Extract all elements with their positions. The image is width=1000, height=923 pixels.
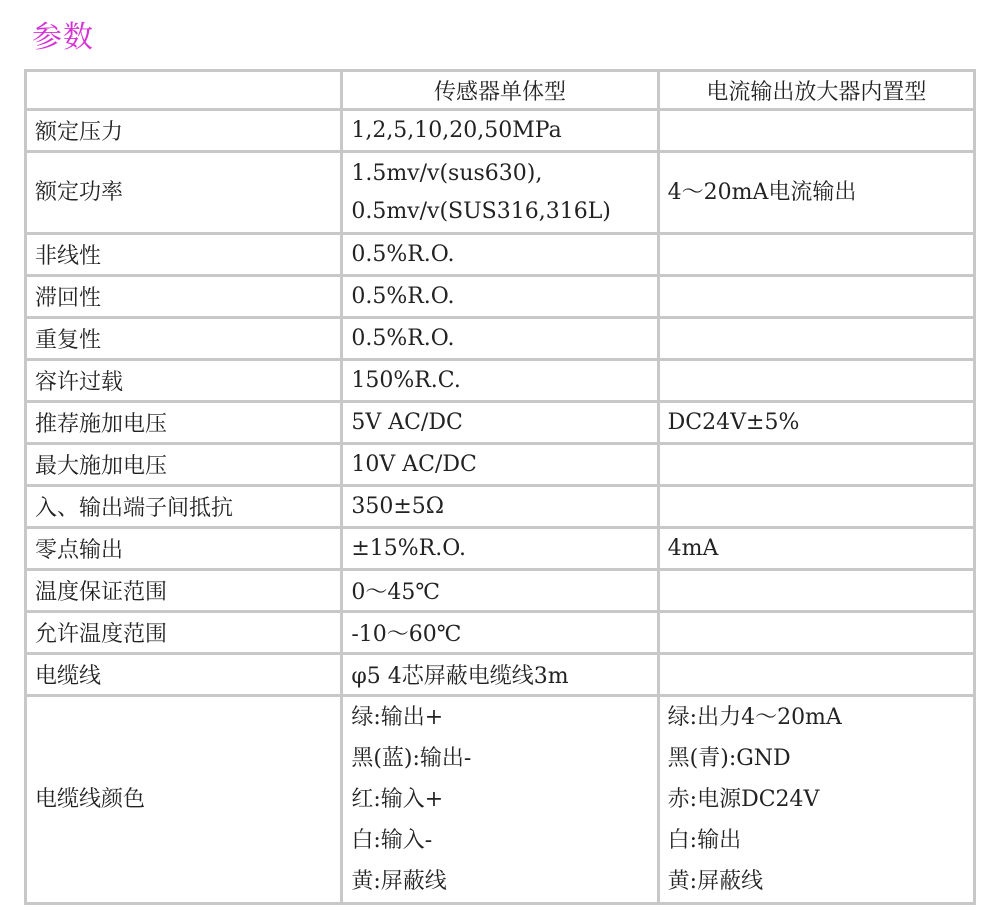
row-label-cell: 允许温度范围 (26, 612, 342, 654)
sensor-value-cell (342, 152, 658, 234)
sensor-value-cell (342, 528, 658, 570)
row-label-cell: 容许过载 (26, 360, 342, 402)
value-line: 白:输出 (667, 828, 742, 853)
value-line: -10～60℃ (351, 622, 462, 647)
header-cell-sensor: 传感器单体型 (342, 71, 658, 110)
value-line: 1.5mv/v(sus630), (351, 160, 543, 186)
value-line: 黄:屏蔽线 (351, 869, 447, 894)
value-line: 0～45℃ (351, 580, 440, 605)
value-line: 1,2,5,10,20,50MPa (351, 118, 562, 143)
value-line: 绿:出力4～20mA (667, 705, 842, 730)
value-line: 4mA (667, 536, 719, 561)
sensor-value-cell (342, 318, 658, 360)
amplifier-value-cell (658, 486, 974, 528)
table-row (26, 234, 975, 276)
table-row (26, 318, 975, 360)
table-row (26, 444, 975, 486)
row-label-cell: 电缆线 (26, 654, 342, 696)
value-line: ±15%R.O. (351, 536, 466, 561)
row-label-cell: 入、输出端子间抵抗 (26, 486, 342, 528)
spec-table-body (26, 71, 975, 904)
amplifier-value-cell (658, 276, 974, 318)
value-line: 红:输入+ (351, 787, 444, 812)
table-row (26, 612, 975, 654)
amplifier-value-cell (658, 360, 974, 402)
table-row (26, 110, 975, 152)
table-row (26, 402, 975, 444)
amplifier-value-cell (658, 654, 974, 696)
table-row (26, 276, 975, 318)
amplifier-value-cell (658, 152, 974, 234)
value-line: 150%R.C. (351, 368, 461, 393)
sensor-value-cell (342, 444, 658, 486)
value-line: 黑(蓝):输出- (351, 746, 472, 771)
table-row (26, 360, 975, 402)
value-line: 黄:屏蔽线 (667, 869, 764, 894)
amplifier-value-cell (658, 110, 974, 152)
value-line: 0.5mv/v(SUS316,316L) (351, 198, 611, 224)
amplifier-value-cell (658, 444, 974, 486)
sensor-value-cell (342, 234, 658, 276)
table-header-row (26, 71, 975, 110)
sensor-value-cell (342, 612, 658, 654)
sensor-value-cell (342, 570, 658, 612)
amplifier-value-cell (658, 234, 974, 276)
amplifier-value-cell (658, 528, 974, 570)
section-title: 参数 (32, 20, 94, 55)
sensor-value-cell (342, 654, 658, 696)
value-line: 赤:电源DC24V (667, 787, 820, 812)
value-line: 10V AC/DC (351, 452, 477, 477)
amplifier-value-cell (658, 318, 974, 360)
header-cell-amplifier: 电流输出放大器内置型 (658, 71, 974, 110)
value-line: 黑(青):GND (667, 746, 791, 771)
table-row (26, 654, 975, 696)
value-line: 5V AC/DC (351, 410, 463, 435)
value-line: 0.5%R.O. (351, 326, 455, 351)
table-row (26, 486, 975, 528)
sensor-value-cell (342, 276, 658, 318)
amplifier-value-cell (658, 612, 974, 654)
table-row (26, 570, 975, 612)
table-row (26, 696, 975, 904)
sensor-value-cell (342, 360, 658, 402)
table-row (26, 152, 975, 234)
value-line: 0.5%R.O. (351, 242, 455, 267)
value-line: 绿:输出+ (351, 705, 444, 730)
value-line: φ5 4芯屏蔽电缆线3m (351, 664, 569, 689)
sensor-value-cell (342, 402, 658, 444)
value-line: 4～20mA电流输出 (667, 179, 857, 205)
amplifier-value-cell (658, 570, 974, 612)
row-label-cell: 滞回性 (26, 276, 342, 318)
amplifier-value-cell (658, 402, 974, 444)
row-label-cell: 重复性 (26, 318, 342, 360)
row-label-cell: 额定功率 (26, 152, 342, 234)
value-line: DC24V±5% (667, 410, 800, 435)
value-line: 白:输入- (351, 828, 433, 853)
sensor-value-cell (342, 486, 658, 528)
row-label-cell: 零点输出 (26, 528, 342, 570)
sensor-value-cell (342, 696, 658, 904)
row-label-cell: 温度保证范围 (26, 570, 342, 612)
row-label-cell: 电缆线颜色 (26, 696, 342, 904)
spec-table (24, 69, 976, 905)
row-label-cell: 最大施加电压 (26, 444, 342, 486)
table-row (26, 528, 975, 570)
sensor-value-cell (342, 110, 658, 152)
value-line: 350±5Ω (351, 494, 444, 519)
header-cell-blank (26, 71, 342, 110)
row-label-cell: 推荐施加电压 (26, 402, 342, 444)
row-label-cell: 额定压力 (26, 110, 342, 152)
row-label-cell: 非线性 (26, 234, 342, 276)
amplifier-value-cell (658, 696, 974, 904)
value-line: 0.5%R.O. (351, 284, 455, 309)
